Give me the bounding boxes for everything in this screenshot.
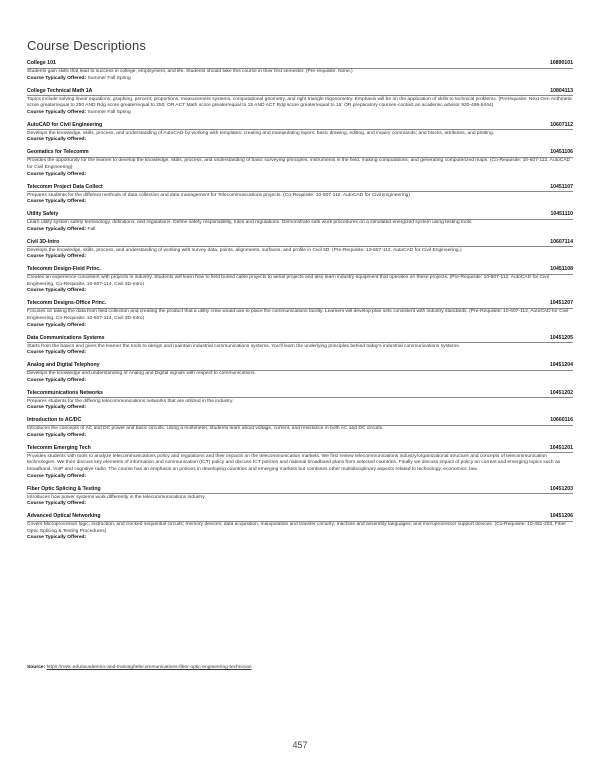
course-header — [27, 390, 573, 397]
course-name: Fiber Optic Splicing & Testing — [27, 485, 101, 492]
course-name: Utility Safety — [27, 211, 59, 218]
course-description: Provides the opportunity for the learner to develop the knowledge, skills, process, and understanding of basic surveying principles, instruments in the field, making computations, and generating computerized maps. (Co-Requisite: 10-607-112, AutoCAD for Civil Engineering) — [27, 158, 571, 170]
course-header — [27, 88, 573, 95]
course-entry — [27, 390, 573, 412]
offered-label: Course Typically Offered: — [27, 501, 87, 507]
course-offered — [27, 288, 573, 295]
course-list — [27, 60, 573, 547]
offered-value: Summer Fall Spring — [87, 109, 131, 115]
offered-value: Summer Fall Spring — [87, 75, 131, 81]
course-offered — [27, 76, 573, 83]
course-code: 10451108 — [550, 266, 573, 273]
course-code: 10804113 — [550, 87, 573, 94]
offered-label: Course Typically Offered: — [27, 254, 87, 260]
course-name: AutoCAD for Civil Engineering — [27, 121, 103, 128]
course-offered — [27, 433, 573, 440]
offered-label: Course Typically Offered: — [27, 350, 87, 356]
course-description: Provides students with tools to analyze telecommunications policy and regulations and their impacts on the telecommunication markets. We first review telecommunications industry/organizational structure and concepts of telecommunication technologies. We then discuss key elements of information and communication (ICT) policy and discuss ICT policies and national broadband plans from selected countries. Finally we discuss impact of policy on current and emerging topics such as broadband, VoIP and cognitive radio. The course has an emphasis on policies in developing countries and emerging markets but combines other multidisciplinary aspects related to technology, economics, law. — [27, 453, 561, 473]
course-name: College Technical Math 1A — [27, 87, 93, 94]
course-name: Introduction to AC/DC — [27, 417, 82, 424]
course-offered — [27, 172, 573, 179]
course-entry — [27, 122, 573, 144]
course-description: Prepares students for the different methods of data collection and data management for Telecommunications projects. (Co-Requisite: 10-607-112, AutoCAD for Civil Engineering) — [27, 192, 411, 198]
course-offered — [27, 227, 573, 234]
course-entry — [27, 239, 573, 261]
course-entry — [27, 445, 573, 480]
course-code: 10660116 — [550, 417, 573, 424]
course-name: Civil 3D-Intro — [27, 238, 60, 245]
course-entry — [27, 300, 573, 329]
course-description: Students gain skills that lead to success in college, employment, and life. Students should take this course in their first semester. (Pre-requisite: None.) — [27, 69, 353, 74]
offered-label: Course Typically Offered: — [27, 473, 87, 479]
course-entry — [27, 88, 573, 117]
offered-label: Course Typically Offered: — [27, 199, 87, 205]
course-header — [27, 445, 573, 452]
course-description: Focuses on taking the data from field collection and creating the product that a utility crew would use to place the communications facility. Learners will develop plan sets consistent with industry standards. (Pre-Requisite: 10-607-112, AutoCAD for Civil Engineering. Co-Requisite: 10-607-114, Civil 3D-Intro) — [27, 309, 569, 321]
course-offered — [27, 501, 573, 508]
course-header — [27, 266, 573, 273]
course-description: Introduces the concepts of AC and DC power and basic circuits. Using a multimeter, students learn about voltage, current, and resistance in both AC and DC circuits. — [27, 426, 384, 432]
course-header — [27, 335, 573, 342]
course-code: 10451202 — [549, 389, 573, 396]
page-title: Course Descriptions — [27, 38, 146, 53]
course-description: Topics include solving linear equations; graphing, percent; proportions, measurement systems, computational geometry, and right triangle trigonometry. Emphasis will be on the application of skills to technical problems. (Prerequisite: Next Gen Arithmetic score greater/equal to 250 AND Rdg score greater/equal to 250; OR ACT Math score greater/equal to 15 AND ACT Rdg score greater/equal to 16; OR preparatory courses-contact an academic advisor 920-498-5444) — [27, 96, 573, 109]
offered-label: Course Typically Offered: — [27, 288, 87, 294]
course-name: Telecomm Design-Field Princ. — [27, 266, 101, 273]
offered-label: Course Typically Offered: — [27, 405, 87, 411]
course-entry — [27, 362, 573, 384]
offered-label: Course Typically Offered: — [27, 137, 87, 143]
course-header — [27, 300, 573, 307]
course-description: Creates an experience consistent with projects in industry. Students will learn how to field buried cable projects to aerial projects and also learn industry equipment that operates on these projects. (Pre-Requisite: 10-607-112, AutoCAD for Civil Engineering, Co-Requisite, 10-607-114, Civil 3D-Intro) — [27, 275, 549, 287]
offered-label: Course Typically Offered: — [27, 226, 87, 232]
course-offered — [27, 110, 573, 117]
course-header — [27, 60, 573, 67]
offered-label: Course Typically Offered: — [27, 432, 87, 438]
course-code: 10451206 — [549, 513, 573, 520]
course-code: 10451203 — [549, 485, 573, 492]
course-offered — [27, 323, 573, 330]
course-code: 10607112 — [550, 121, 573, 128]
offered-value: Fall — [87, 226, 96, 232]
course-name: Telecomm Emerging Tech — [27, 444, 91, 451]
course-description: Develops the knowledge, skills, process, and understanding of AutoCAD by working with templates; creating and manipulating layers; basic drawing, editing, and inquiry commands; and blocks, attributes, and plotting. — [27, 130, 495, 136]
course-description: Prepares students for the differing telecommunications networks that are utilized in the industry. — [27, 398, 234, 404]
course-entry — [27, 149, 573, 178]
source-link[interactable]: https://nwtc.edu/academics-and-training/telecommunications-fiber-optic-engineering-technician — [46, 665, 252, 670]
course-entry — [27, 266, 573, 295]
course-header — [27, 149, 573, 156]
offered-label: Course Typically Offered: — [27, 377, 87, 383]
course-entry — [27, 184, 573, 206]
page-number: 457 — [292, 740, 308, 750]
course-header — [27, 122, 573, 129]
course-entry — [27, 417, 573, 439]
offered-label: Course Typically Offered: — [27, 171, 87, 177]
course-description: Develops the knowledge, skills, process, and understanding of working with survey data, points, alignments, surfaces, and profile in Civil 3D. (Pre-Requisite: 10-607-112, AutoCAD for Civil Engineering.) — [27, 247, 462, 253]
course-entry — [27, 513, 573, 542]
course-description: Starts from the basics and gives the learner the tools to design and maintain industrial communications systems. You'll learn the underlying principles behind today's industrial communications systems. — [27, 343, 461, 349]
course-name: Analog and Digital Telephony — [27, 362, 100, 369]
course-description: Covers Microprocessor logic, instruction, and clocked sequential circuits; memory devices; data acquisition, manipulation and transfer circuitry; machine and assembly languages; and microprocessor support devices. (Co-Requisite: 10-451-203, Fiber Optic Splicing & Testing Procedures) — [27, 522, 567, 534]
course-name: Data Communications Systems — [27, 334, 105, 341]
course-name: Telecomm Designs-Office Princ. — [27, 300, 107, 307]
course-offered — [27, 474, 573, 481]
course-entry — [27, 211, 573, 233]
course-description: Develops the knowledge and understanding of Analog and Digital signals with respect to communications. — [27, 371, 256, 377]
course-offered — [27, 378, 573, 385]
course-entry — [27, 60, 573, 82]
course-offered — [27, 254, 573, 261]
course-header — [27, 211, 573, 218]
course-header — [27, 513, 573, 520]
course-offered — [27, 350, 573, 357]
source-line — [27, 665, 252, 670]
course-name: Advanced Optical Networking — [27, 513, 101, 520]
course-code: 10451106 — [550, 149, 573, 156]
course-code: 10607114 — [550, 238, 573, 245]
offered-label: Course Typically Offered: — [27, 75, 87, 81]
course-code: 10451110 — [550, 211, 573, 218]
course-code: 10451205 — [549, 334, 573, 341]
course-name: Geomatics for Telecomm — [27, 149, 89, 156]
course-code: 10451204 — [549, 362, 573, 369]
course-entry — [27, 335, 573, 357]
course-header — [27, 362, 573, 369]
course-header — [27, 184, 573, 191]
course-code: 10451207 — [549, 300, 573, 307]
course-code: 10890101 — [549, 60, 573, 66]
course-header — [27, 239, 573, 246]
course-offered — [27, 535, 573, 542]
course-offered — [27, 199, 573, 206]
source-label: Source: — [27, 665, 46, 670]
course-name: Telecomm Project Data Collect — [27, 183, 103, 190]
course-entry — [27, 486, 573, 508]
offered-label: Course Typically Offered: — [27, 535, 87, 541]
course-offered — [27, 405, 573, 412]
course-description: Introduces how power systems work differently in the telecommunications industry. — [27, 494, 206, 500]
course-header — [27, 417, 573, 424]
offered-label: Course Typically Offered: — [27, 322, 87, 328]
course-code: 10451107 — [550, 183, 573, 190]
course-name: College 101 — [27, 60, 56, 66]
course-offered — [27, 137, 573, 144]
course-code: 10451201 — [549, 444, 573, 451]
offered-label: Course Typically Offered: — [27, 109, 87, 115]
course-name: Telecommunications Networks — [27, 389, 104, 396]
course-header — [27, 486, 573, 493]
course-description: Learn utility system safety terminology, definitions, and regulations. Define safety responsibility, rules and regulations. Demonstrate safe work procedures on a simulated energized system using testing tools. — [27, 220, 473, 226]
